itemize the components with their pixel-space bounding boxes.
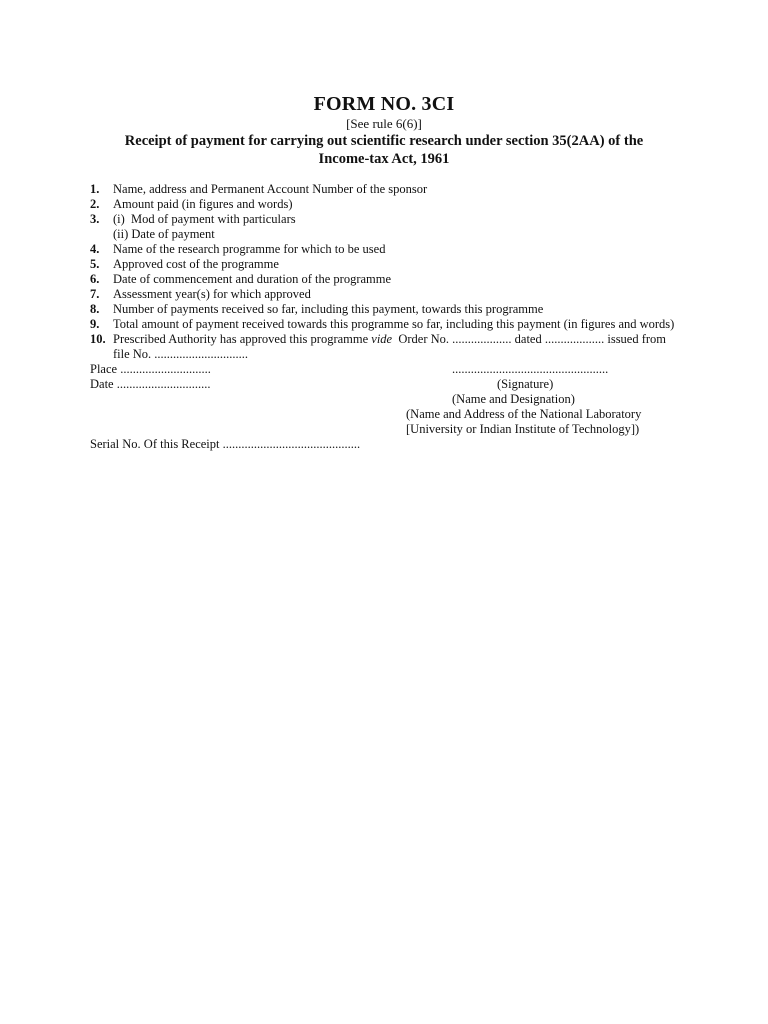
heading-line-1: Receipt of payment for carrying out scientific research under section 35(2AA) of the <box>124 133 644 149</box>
form-item <box>90 257 690 272</box>
item10-file-no: file No. .............................. <box>113 347 249 361</box>
form-item <box>90 317 690 332</box>
item-number: 5. <box>90 257 100 271</box>
item-number: 4. <box>90 242 100 256</box>
item-number: 8. <box>90 302 100 316</box>
laboratory-label-line-1: (Name and Address of the National Laboratory <box>406 407 642 421</box>
item-text: (ii) Date of payment <box>113 227 215 241</box>
item-text: Name of the research programme for which to be used <box>113 242 386 256</box>
signature-label: (Signature) <box>497 377 554 391</box>
form-item <box>90 227 690 242</box>
item10-prefix: Prescribed Authority has approved this programme <box>113 332 372 346</box>
form-item <box>90 182 690 197</box>
item-text: (i) Mod of payment with particulars <box>113 212 296 226</box>
item-text: Number of payments received so far, including this payment, towards this programme <box>113 302 544 316</box>
item-text: Amount paid (in figures and words) <box>113 197 293 211</box>
item-number: 1. <box>90 182 100 196</box>
item-number: 9. <box>90 317 100 331</box>
form-item <box>90 212 690 227</box>
rule-reference: [See rule 6(6)] <box>346 116 422 131</box>
form-items-list <box>90 182 690 362</box>
form-item-10 <box>90 332 690 362</box>
serial-number-field: Serial No. Of this Receipt ............................................ <box>90 437 361 451</box>
item10-vide: vide <box>371 332 393 346</box>
signature-line: .................................................. <box>452 362 609 376</box>
form-item <box>90 287 690 302</box>
form-item <box>90 302 690 317</box>
form-item <box>90 242 690 257</box>
place-field: Place ............................. <box>90 362 211 376</box>
form-heading <box>100 132 668 168</box>
item-text: Total amount of payment received towards this programme so far, including this payment (in figures and words) <box>113 317 675 331</box>
name-designation-label: (Name and Designation) <box>452 392 575 406</box>
item-number: 6. <box>90 272 100 286</box>
form-item <box>90 197 690 212</box>
heading-line-2: Income-tax Act, 1961 <box>318 151 450 167</box>
item-text: Name, address and Permanent Account Number of the sponsor <box>113 182 428 196</box>
form-item <box>90 272 690 287</box>
laboratory-label-line-2: [University or Indian Institute of Technology]) <box>406 422 640 436</box>
item-text: Date of commencement and duration of the programme <box>113 272 392 286</box>
item-number: 2. <box>90 197 100 211</box>
item-text: Assessment year(s) for which approved <box>113 287 311 301</box>
item-number: 3. <box>90 212 100 226</box>
form-title: FORM NO. 3CI <box>313 93 455 115</box>
date-field: Date .............................. <box>90 377 211 391</box>
item-number: 7. <box>90 287 100 301</box>
item-text <box>113 332 690 362</box>
item10-order: Order No. ................... dated ................... issued from <box>392 332 667 346</box>
item-number: 10. <box>90 332 106 346</box>
item-text: Approved cost of the programme <box>113 257 279 271</box>
